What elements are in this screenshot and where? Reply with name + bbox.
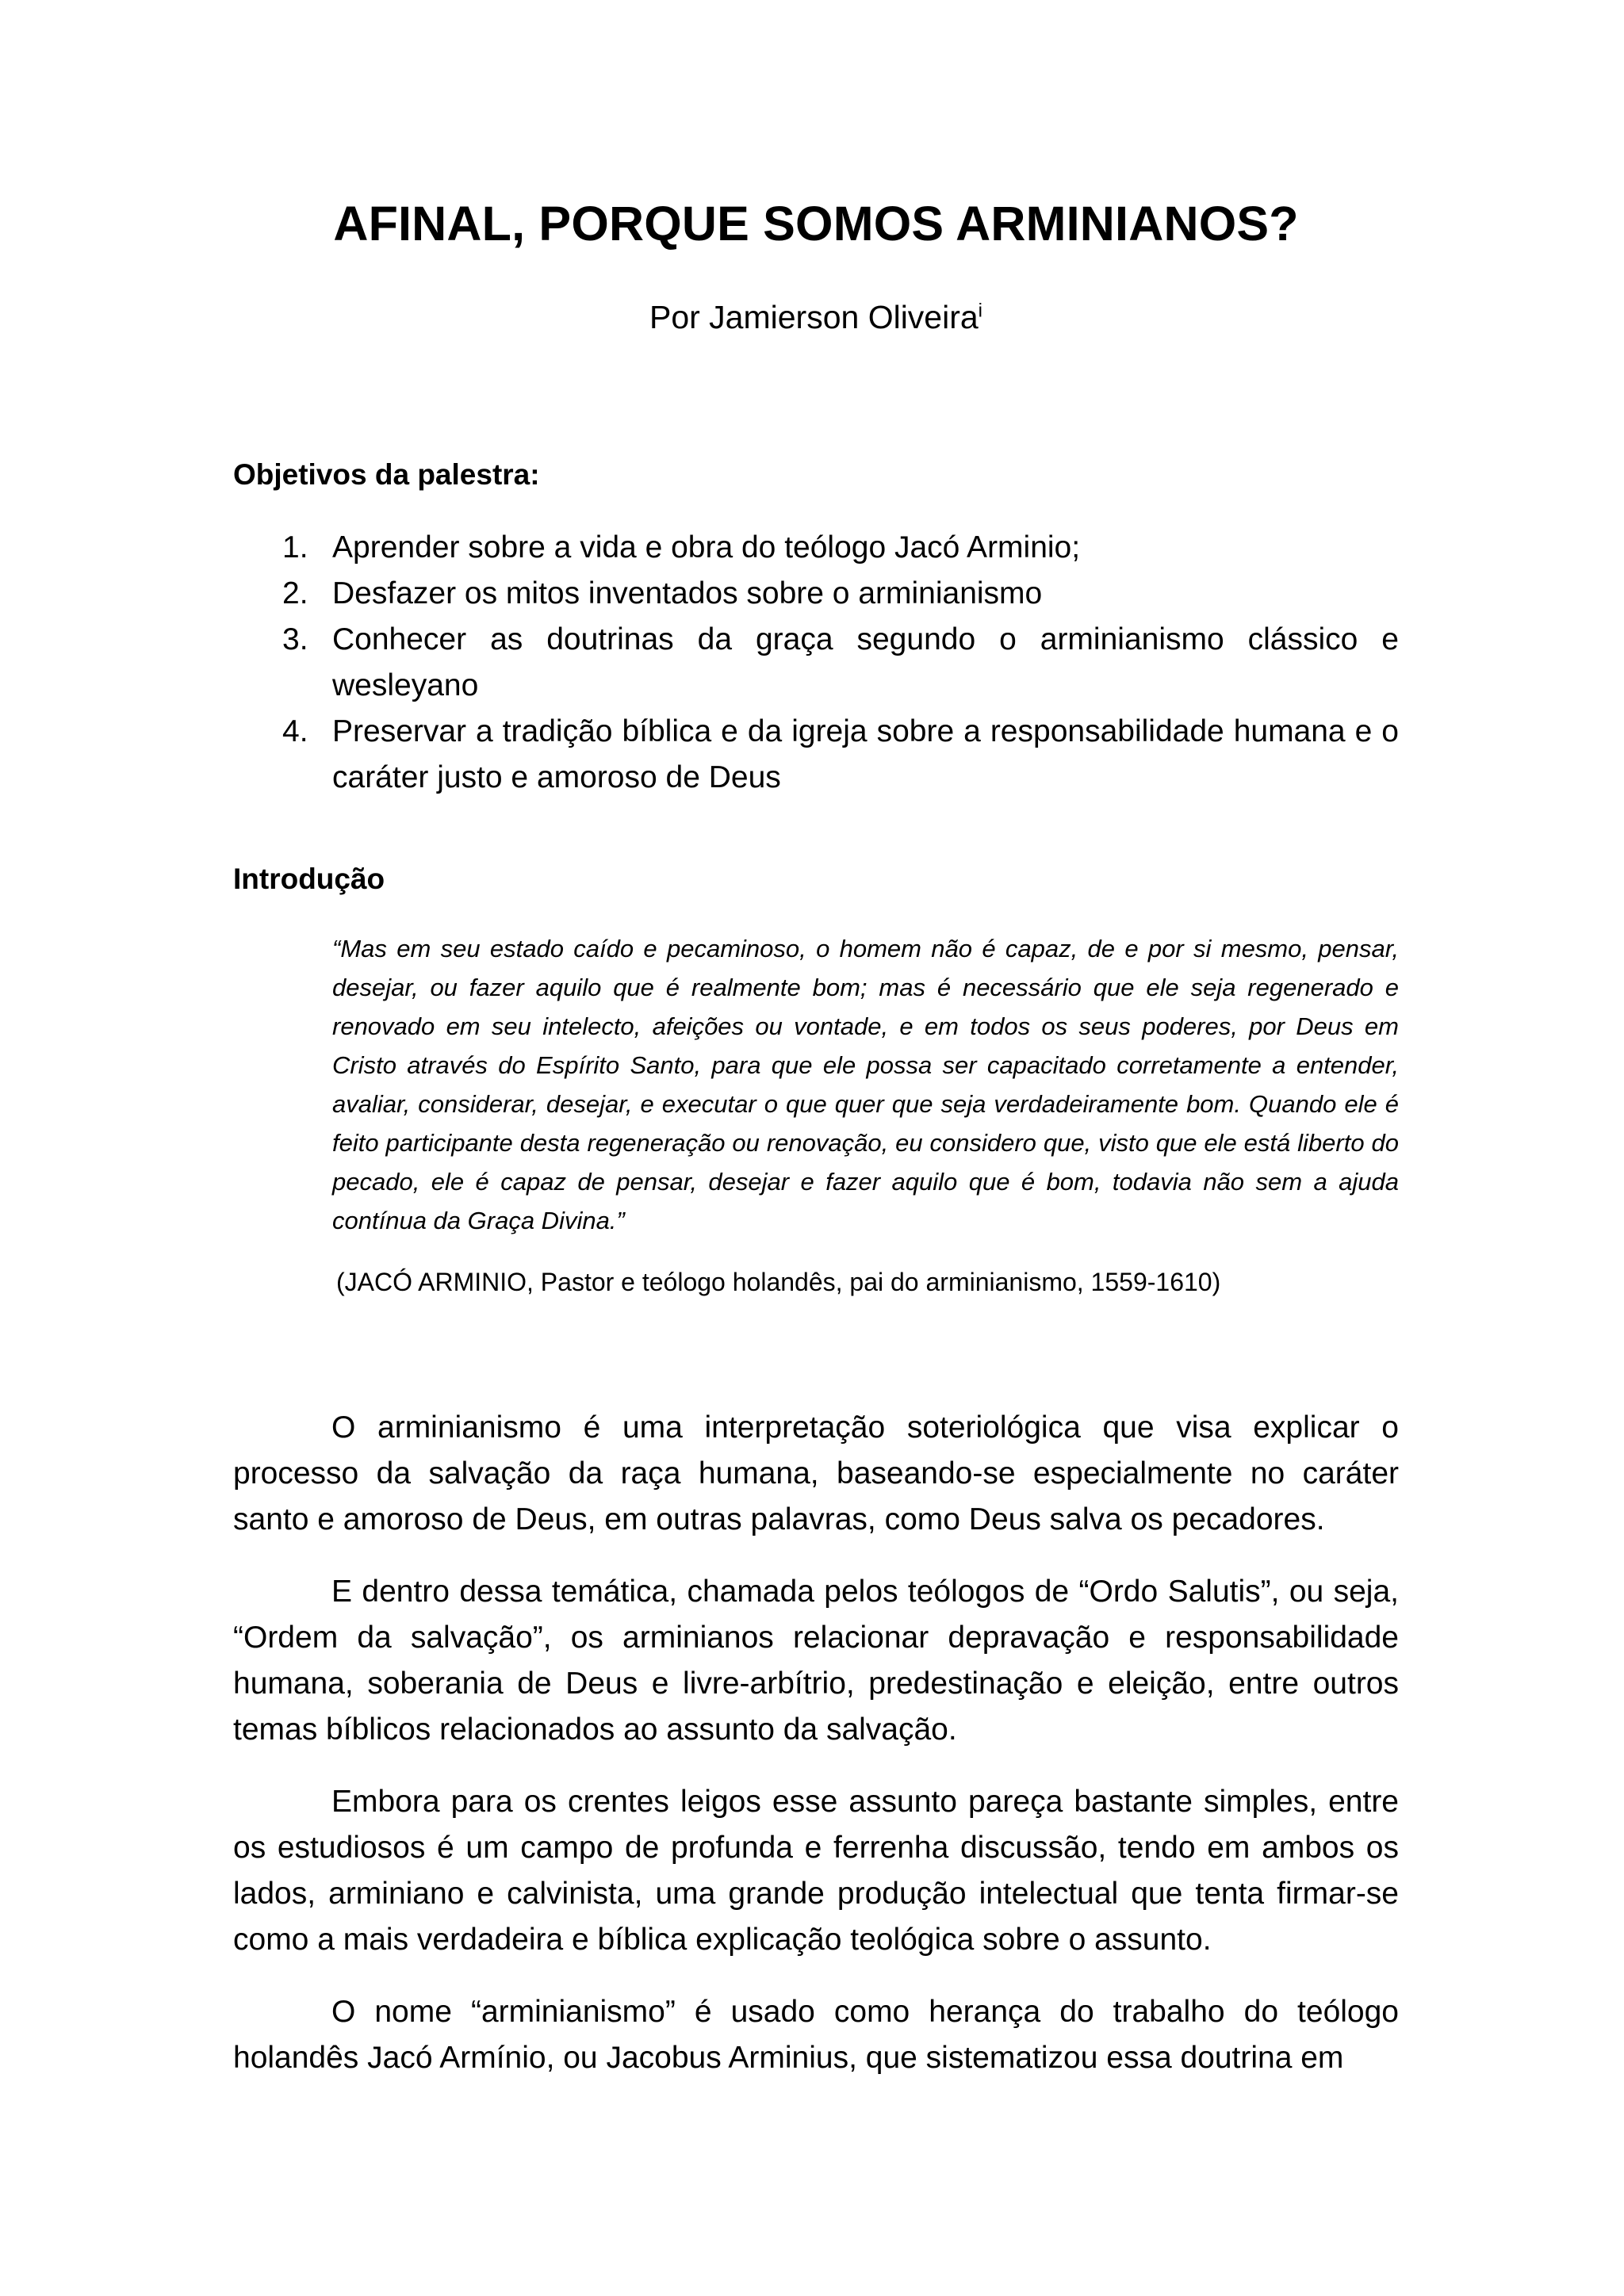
objectives-heading: Objetivos da palestra: — [233, 458, 540, 491]
list-item — [233, 571, 1399, 617]
list-item-text: Aprender sobre a vida e obra do teólogo Jacó Arminio; — [332, 530, 1081, 564]
quote-citation: (JACÓ ARMINIO, Pastor e teólogo holandês, pai do arminianismo, 1559-1610) — [336, 1268, 1221, 1296]
list-item-number: 3. — [282, 622, 308, 656]
list-item-number: 2. — [282, 576, 308, 610]
list-item — [233, 617, 1399, 709]
body-text — [233, 1405, 1399, 2107]
author-name: Por Jamierson Oliveira — [649, 299, 979, 335]
list-item — [233, 525, 1399, 571]
document-title: AFINAL, PORQUE SOMOS ARMINIANOS? — [333, 197, 1299, 251]
body-paragraph: E dentro dessa temática, chamada pelos teólogos de “Ordo Salutis”, ou seja, “Ordem da salvação”, os arminianos relacionar depravação e responsabilidade humana, soberania de Deus e livre-arbítrio, predestinação e eleição, entre outros temas bíblicos relacionados ao assunto da salvação. — [233, 1575, 1399, 1747]
body-paragraph: Embora para os crentes leigos esse assunto pareça bastante simples, entre os estudiosos é um campo de profunda e ferrenha discussão, tendo em ambos os lados, arminiano e calvinista, uma grande produção intelectual que tenta firmar-se como a mais verdadeira e bíblica explicação teológica sobre o assunto. — [233, 1785, 1399, 1957]
list-item-number: 1. — [282, 530, 308, 564]
list-item — [233, 709, 1399, 801]
list-item-text: Desfazer os mitos inventados sobre o arminianismo — [332, 576, 1043, 610]
author-line — [233, 298, 1399, 337]
list-item-text: Conhecer as doutrinas da graça segundo o arminianismo clássico e wesleyano — [332, 622, 1399, 702]
author-footnote-mark: i — [978, 300, 983, 322]
arminius-quote: “Mas em seu estado caído e pecaminoso, o homem não é capaz, de e por si mesmo, pensar, desejar, ou fazer aquilo que é realmente bom; mas é necessário que ele seja regenerado e renovado em seu intelecto, afeições ou vontade, e em todos os seus poderes, por Deus em Cristo através do Espírito Santo, para que ele possa ser capacitado corretamente a entender, avaliar, considerar, desejar, e executar o que quer que seja verdadeiramente bom. Quando ele é feito participante desta regeneração ou renovação, eu considero que, visto que ele está liberto do pecado, ele é capaz de pensar, desejar e fazer aquilo que é bom, todavia não sem a ajuda contínua da Graça Divina.” — [332, 935, 1399, 1234]
list-item-number: 4. — [282, 714, 308, 748]
objectives-list — [233, 525, 1399, 801]
body-paragraph: O nome “arminianismo” é usado como herança do trabalho do teólogo holandês Jacó Armínio, ou Jacobus Arminius, que sistematizou essa doutrina em — [233, 1995, 1399, 2075]
body-paragraph: O arminianismo é uma interpretação soteriológica que visa explicar o processo da salvação da raça humana, baseando-se especialmente no caráter santo e amoroso de Deus, em outras palavras, como Deus salva os pecadores. — [233, 1410, 1399, 1536]
list-item-text: Preservar a tradição bíblica e da igreja sobre a responsabilidade humana e o caráter justo e amoroso de Deus — [332, 714, 1399, 794]
introduction-heading: Introdução — [233, 863, 385, 895]
